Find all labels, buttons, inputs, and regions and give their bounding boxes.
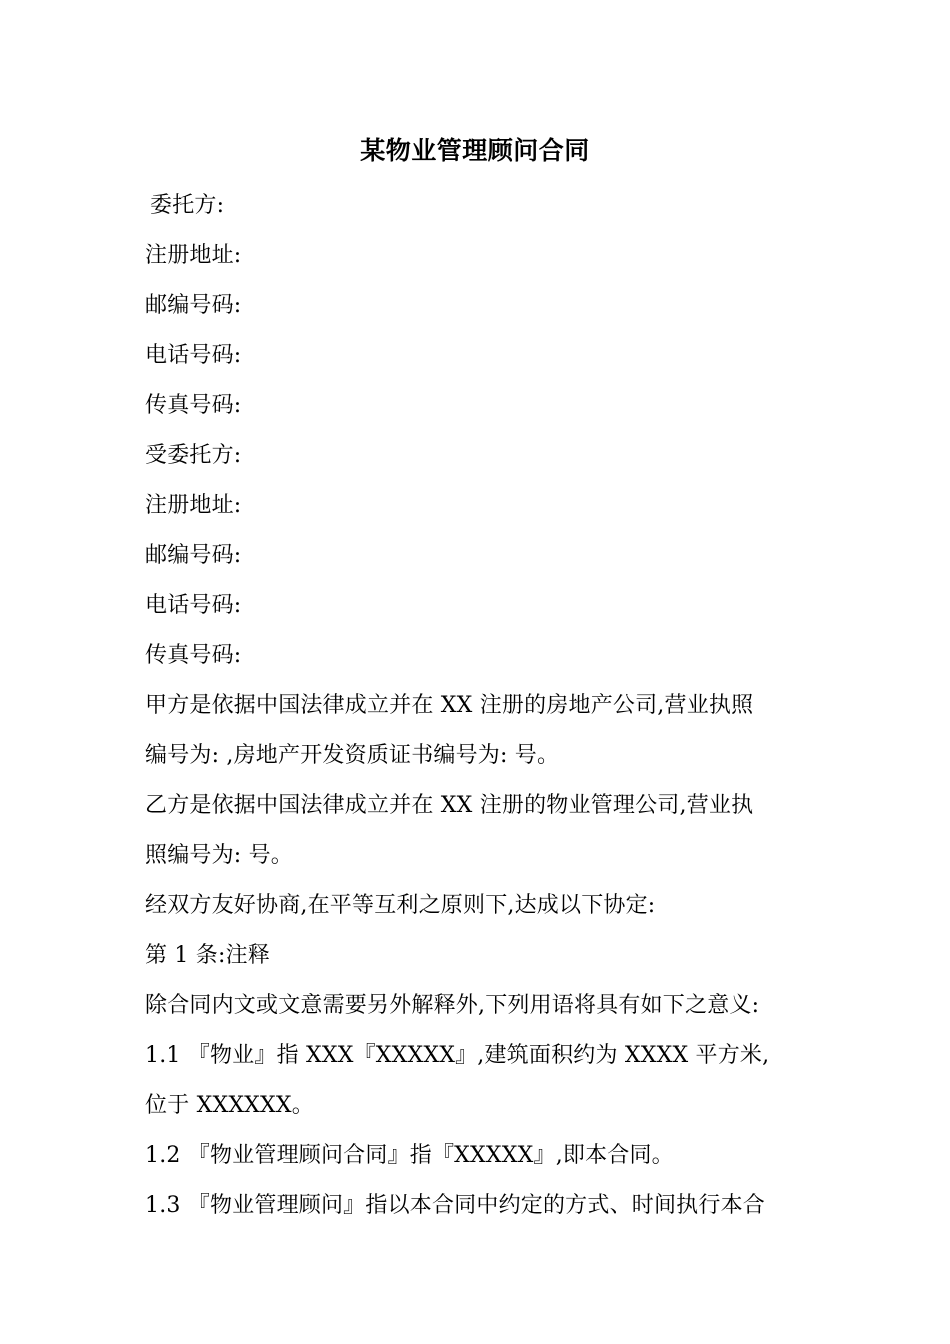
client-label: 委托方: <box>150 193 225 218</box>
contractor-label: 受委托方: <box>145 443 242 468</box>
document-body <box>145 181 815 1231</box>
party-a-description-line-2: 编号为: ,房地产开发资质证书编号为: 号。 <box>145 743 560 768</box>
contractor-phone-label: 电话号码: <box>145 593 242 618</box>
document-title: 某物业管理顾问合同 <box>360 136 590 165</box>
article-1-heading: 第 1 条:注释 <box>145 943 270 968</box>
client-fax-label: 传真号码: <box>145 393 242 418</box>
party-b-description-line-2: 照编号为: 号。 <box>145 843 294 868</box>
contractor-postal-code-label: 邮编号码: <box>145 543 242 568</box>
definitions-intro: 除合同内文或文意需要另外解释外,下列用语将具有如下之意义: <box>145 993 760 1018</box>
definition-1-2: 1.2 『物业管理顾问合同』指『XXXXX』,即本合同。 <box>145 1143 674 1168</box>
definition-1-1-line-2: 位于 XXXXXX。 <box>145 1093 314 1118</box>
party-b-description-line-1: 乙方是依据中国法律成立并在 XX 注册的物业管理公司,营业执 <box>145 793 754 818</box>
client-phone-label: 电话号码: <box>145 343 242 368</box>
agreement-intro: 经双方友好协商,在平等互利之原则下,达成以下协定: <box>145 893 656 918</box>
definition-1-1-line-1: 1.1 『物业』指 XXX『XXXXX』,建筑面积约为 XXXX 平方米, <box>145 1043 770 1068</box>
party-a-description-line-1: 甲方是依据中国法律成立并在 XX 注册的房地产公司,营业执照 <box>145 693 754 718</box>
contractor-registered-address-label: 注册地址: <box>145 493 242 518</box>
contractor-fax-label: 传真号码: <box>145 643 242 668</box>
client-registered-address-label: 注册地址: <box>145 243 242 268</box>
definition-1-3-line-1: 1.3 『物业管理顾问』指以本合同中约定的方式、时间执行本合 <box>145 1193 765 1218</box>
client-postal-code-label: 邮编号码: <box>145 293 242 318</box>
